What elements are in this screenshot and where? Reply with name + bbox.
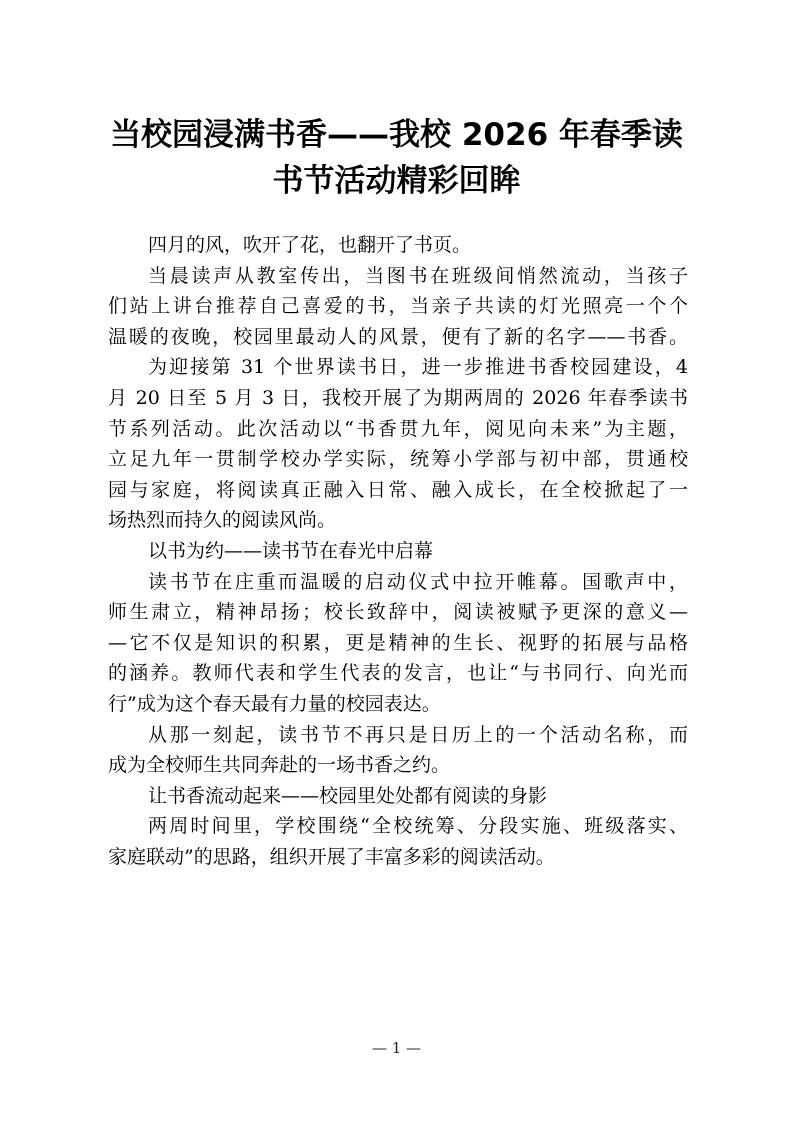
text-line: 两周时间里，学校围绕“全校统筹、分段实施、班级落实、 bbox=[148, 815, 688, 838]
text-line: 场热烈而持久的阅读风尚。 bbox=[108, 509, 337, 532]
text-line: 立足九年一贯制学校办学实际，统筹小学部与初中部，贯通校 bbox=[108, 448, 688, 471]
text-line: 读书节在庄重而温暖的启动仪式中拉开帷幕。国歌声中， bbox=[148, 570, 688, 593]
page-number: — 1 — bbox=[371, 1039, 422, 1057]
text-line: 从那一刻起，读书节不再只是日历上的一个活动名称，而 bbox=[148, 723, 688, 746]
text-line: 节系列活动。此次活动以“书香贯九年，阅见向未来”为主题， bbox=[108, 417, 688, 440]
paragraph-background bbox=[108, 352, 688, 536]
paragraph-activities bbox=[108, 811, 688, 872]
text-line: 师生肃立，精神昂扬；校长致辞中，阅读被赋予更深的意义— bbox=[108, 601, 688, 624]
text-line: 们站上讲台推荐自己喜爱的书，当亲子共读的灯光照亮一个个 bbox=[108, 295, 688, 318]
paragraph-intro bbox=[108, 230, 688, 261]
text-line: 家庭联动”的思路，组织开展了丰富多彩的阅读活动。 bbox=[108, 845, 555, 868]
text-line: —它不仅是知识的积累，更是精神的生长、视野的拓展与品格 bbox=[108, 631, 688, 654]
paragraph-ceremony bbox=[108, 567, 688, 720]
title-line-2: 书节活动精彩回眸 bbox=[272, 163, 521, 199]
text-line: 成为全校师生共同奔赴的一场书香之约。 bbox=[108, 754, 451, 777]
text-line: 园与家庭，将阅读真正融入日常、融入成长，在全校掀起了一 bbox=[108, 478, 688, 501]
text-line: 行”成为这个春天最有力量的校园表达。 bbox=[108, 692, 441, 715]
text-line: 月 20 日至 5 月 3 日，我校开展了为期两周的 2026 年春季读书 bbox=[108, 386, 688, 409]
text-line: 的涵养。教师代表和学生代表的发言，也让“与书同行、向光而 bbox=[108, 662, 688, 685]
paragraph-commitment bbox=[108, 720, 688, 781]
title-line-1: 当校园浸满书香——我校 2026 年春季读 bbox=[110, 117, 683, 153]
section-heading-activities bbox=[108, 781, 688, 812]
text-line: 为迎接第 31 个世界读书日，进一步推进书香校园建设，4 bbox=[148, 356, 688, 379]
paragraph-opening bbox=[108, 261, 688, 353]
text-line: 温暖的夜晚，校园里最动人的风景，便有了新的名字——书香。 bbox=[108, 325, 688, 348]
section-heading-text: 以书为约——读书节在春光中启幕 bbox=[148, 539, 434, 562]
section-heading-launch bbox=[108, 536, 688, 567]
section-heading-text: 让书香流动起来——校园里处处都有阅读的身影 bbox=[148, 784, 548, 807]
text-line: 当晨读声从教室传出，当图书在班级间悄然流动，当孩子 bbox=[148, 264, 688, 287]
document-title bbox=[0, 112, 793, 204]
text-line: 四月的风，吹开了花，也翻开了书页。 bbox=[148, 234, 472, 256]
document-body bbox=[108, 230, 688, 872]
